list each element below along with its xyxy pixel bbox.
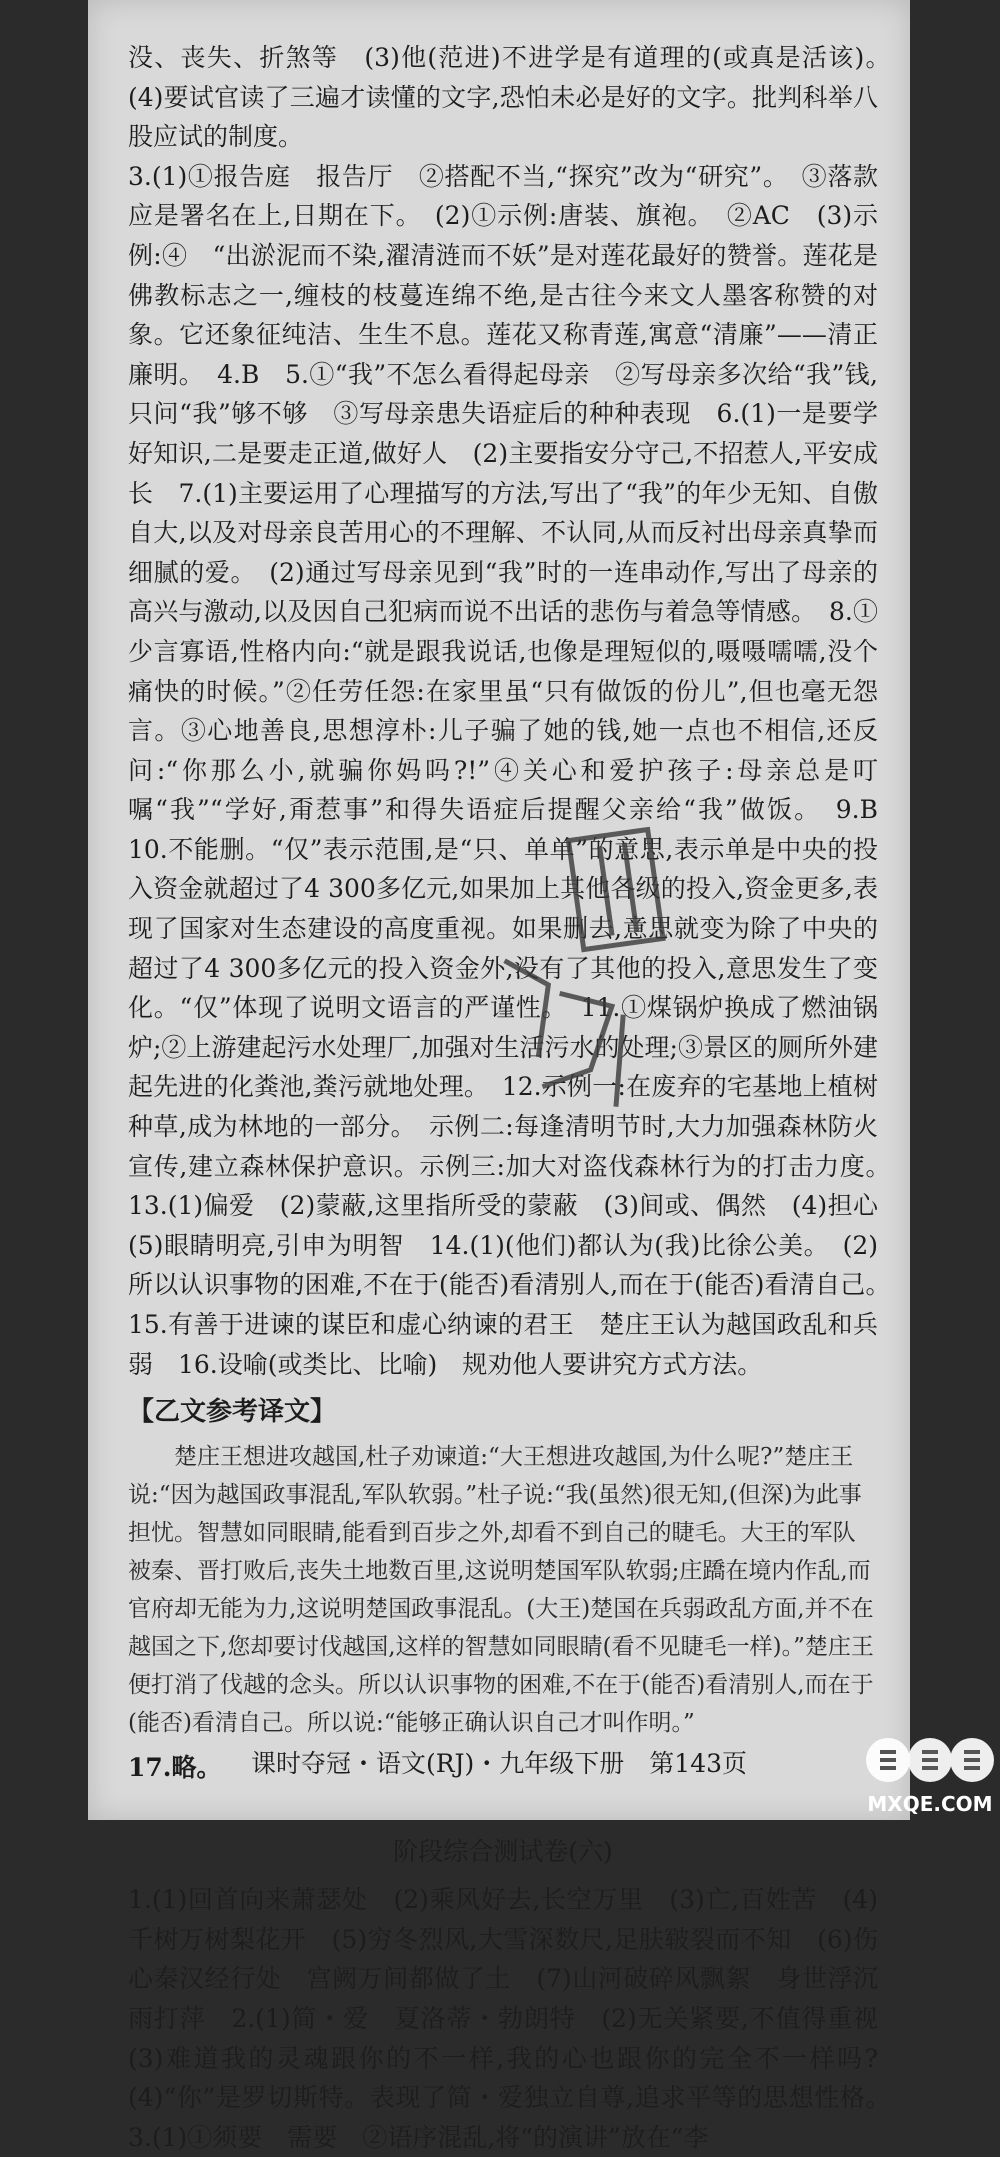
section-paragraph: 1.(1)回首向来萧瑟处 (2)乘风好去,长空万里 (3)亡,百姓苦 (4)千树万树梨花开 (5)穷冬烈风,大雪深数尺,足肤皲裂而不知 (6)伤心秦汉经行处 宫阙万间都做了土 (7)山河破碎风飘絮 身世浮沉雨打萍 2.(1)简・爱 夏洛蒂・勃朗特 (2)无关紧要,不值得重视 (3)难道我的灵魂跟你的不一样,我的心也跟你的完全不一样吗? (4)“你”是罗切斯特。表现了简・爱独立自尊,追求平等的思想性格。 3.(1)①须要 需要 ②语序混乱,将“的演讲”放在“李 bbox=[128, 1885, 904, 2152]
page-footer: 课时夺冠・语文(RJ)・九年级下册 第143页 bbox=[250, 1749, 748, 1778]
scanned-page bbox=[88, 0, 910, 2152]
section-title: 阶段综合测试卷(六) bbox=[393, 1837, 613, 1867]
answer-paragraph-1: 没、丧失、折煞等 (3)他(范进)不进学是有道理的(或真是活该)。 (4)要试官读了三遍才读懂的文字,恐怕未必是好的文字。批判科举八股应试的制度。 bbox=[128, 43, 904, 152]
item-17: 17.略。 bbox=[128, 1753, 222, 1783]
answer-circle-icon bbox=[862, 1728, 998, 1792]
translation-text: 楚庄王想进攻越国,杜子劝谏道:“大王想进攻越国,为什么呢?”楚庄王说:“因为越国政事混乱,军队软弱。”杜子说:“我(虽然)很无知,(但深)为此事担忧。智慧如同眼睛,能看到百步之外,却看不到自己的睫毛。大王的军队被秦、晋打败后,丧失土地数百里,这说明楚国军队软弱;庄蹻在境内作乱,而官府却无能为力,这说明楚国政事混乱。(大王)楚国在兵弱政乱方面,并不在越国之下,您却要讨伐越国,这样的智慧如同眼睛(看不见睫毛一样)。”楚庄王便打消了伐越的念头。所以认识事物的困难,不在于(能否)看清别人,而在于(能否)看清自己。所以说:“能够正确认识自己才叫作明。” bbox=[128, 1444, 874, 1737]
translation-heading: 【乙文参考译文】 bbox=[128, 1397, 337, 1428]
watermark-logo bbox=[862, 1728, 998, 1816]
watermark-text: MXQE.COM bbox=[867, 1792, 993, 1816]
stamp-mark bbox=[448, 815, 718, 1144]
answer-paragraph-2: 3.(1)①报告庭 报告厅 ②搭配不当,“探究”改为“研究”。 ③落款应是署名在上,日期在下。 (2)①示例:唐装、旗袍。 ②AC (3)示例:④ “出淤泥而不染,濯清涟而不妖”是对莲花最好的赞誉。莲花是佛教标志之一,缠枝的枝蔓连绵不绝,是古往今来文人墨客称赞的对象。它还象征纯洁、生生不息。莲花又称青莲,寓意“清廉”——清正廉明。 4.B 5.①“我”不怎么看得起母亲 ②写母亲多次给“我”钱,只问“我”够不够 ③写母亲患失语症后的种种表现 6.(1)一是要学好知识,二是要走正道,做好人 (2)主要指安分守己,不招惹人,平安成长 7.(1)主要运用了心理描写的方法,写出了“我”的年少无知、自傲自大,以及对母亲良苦用心的不理解、不认同,从而反衬出母亲真挚而细腻的爱。 (2)通过写母亲见到“我”时的一连串动作,写出了母亲的高兴与激动,以及因自己犯病而说不出话的悲伤与着急等情感。 8.①少言寡语,性格内向:“就是跟我说话,也像是理短似的,嗫嗫嚅嚅,没个痛快的时候。”②任劳任怨:在家里虽“只有做饭的份儿”,但也毫无怨言。③心地善良,思想淳朴:儿子骗了她的钱,她一点也不相信,还反问:“你那么小,就骗你妈吗?!”④关心和爱护孩子:母亲总是叮嘱“我”“学好,甭惹事”和得失语症后提醒父亲给“我”做饭。 9.B 10.不能删。“仅”表示范围,是“只、单单”的意思,表示单是中央的投入资金就超过了4 300多亿元,如果加上其他各级的投入,资金更多,表现了国家对生态建设的高度重视。如果删去,意思就变为除了中央的超过了4 300多亿元的投入资金外,没有了其他的投入,意思发生了变化。“仅”体现了说明文语言的严谨性。 11.①煤锅炉换成了燃油锅炉;②上游建起污水处理厂,加强对生活污水的处理;③景区的厕所外建起先进的化粪池,粪污就地处理。 12.示例一:在废弃的宅基地上植树种草,成为林地的一部分。 示例二:每逢清明节时,大力加强森林防火宣传,建立森林保护意识。示例三:加大对盗伐森林行为的打击力度。 13.(1)偏爱 (2)蒙蔽,这里指所受的蒙蔽 (3)间或、偶然 (4)担心 (5)眼睛明亮,引申为明智 14.(1)(他们)都认为(我)比徐公美。 (2)所以认识事物的困难,不在于(能否)看清别人,而在于(能否)看清自己。 15.有善于进谏的谋臣和虚心纳谏的君王 楚庄王认为越国政乱和兵弱 16.设喻(或类比、比喻) 规劝他人要讲究方式方法。 bbox=[128, 161, 904, 1379]
